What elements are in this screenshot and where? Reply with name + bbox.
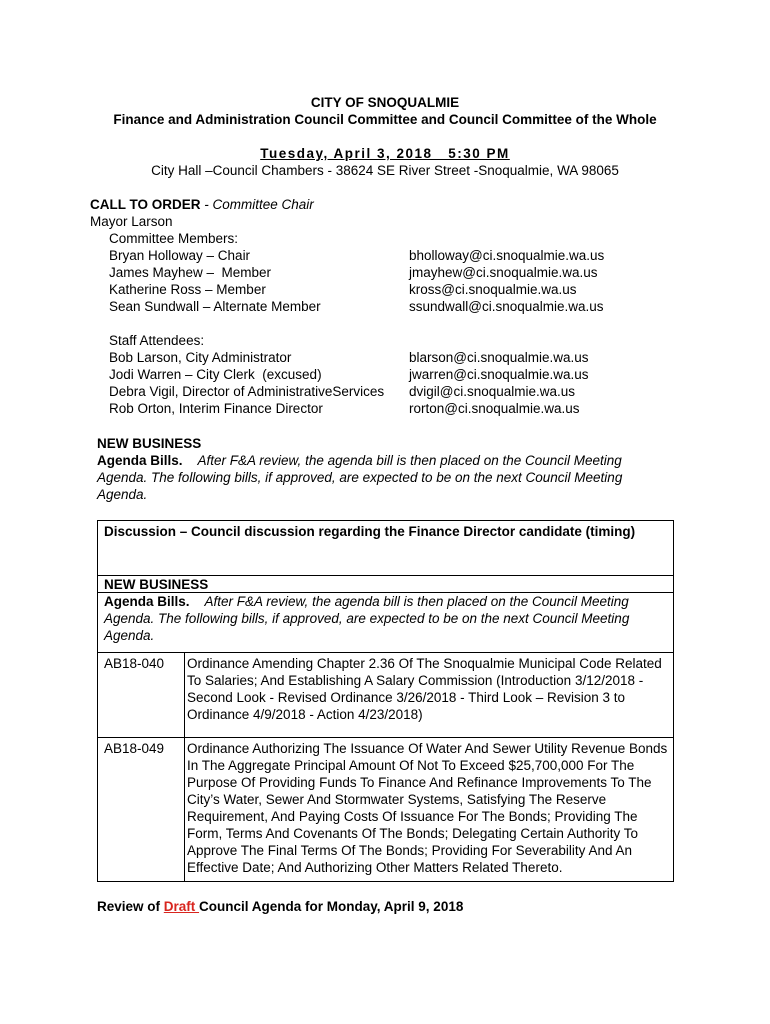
agenda-bill-id: AB18-049: [104, 741, 165, 756]
member-email: ssundwall@ci.snoqualmie.wa.us: [409, 299, 604, 314]
staff-name: Rob Orton, Interim Finance Director: [109, 401, 323, 416]
table-agenda-bills-note: [104, 593, 664, 644]
meeting-location: City Hall –Council Chambers - 38624 SE River Street -Snoqualmie, WA 98065: [151, 163, 619, 178]
meeting-date-time-text: Tuesday, April 3, 2018 5:30 PM: [260, 146, 510, 161]
agenda-bills-label: Agenda Bills.: [97, 453, 183, 468]
staff-attendees-label: Staff Attendees:: [109, 333, 205, 348]
staff-email: jwarren@ci.snoqualmie.wa.us: [409, 367, 589, 382]
call-to-order-suffix: - Committee Chair: [200, 197, 314, 212]
review-prefix: Review of: [97, 899, 164, 914]
review-draft-agenda: [97, 898, 463, 915]
agenda-bill-id: AB18-040: [104, 656, 165, 671]
member-name: Bryan Holloway – Chair: [109, 248, 251, 263]
city-title: CITY OF SNOQUALMIE: [310, 95, 460, 110]
member-name: Sean Sundwall – Alternate Member: [109, 299, 321, 314]
draft-label: Draft: [163, 899, 200, 914]
call-to-order: [90, 196, 314, 213]
review-suffix: Council Agenda for Monday, April 9, 2018: [199, 899, 464, 914]
member-email: kross@ci.snoqualmie.wa.us: [409, 282, 577, 297]
call-to-order-label: CALL TO ORDER: [90, 197, 201, 212]
table-agenda-bills-text: After F&A review, the agenda bill is then placed on the Council Meeting Agenda. The following bills, if approved, are expected to be on the next Council Meeting Agenda.: [104, 594, 630, 643]
new-business-heading: NEW BUSINESS: [97, 436, 202, 451]
agenda-bills-text: After F&A review, the agenda bill is then placed on the Council Meeting Agenda. The following bills, if approved, are expected to be on the next Council Meeting Agenda.: [97, 453, 623, 502]
discussion-item: Discussion – Council discussion regarding the Finance Director candidate (timing): [104, 524, 636, 539]
staff-email: rorton@ci.snoqualmie.wa.us: [409, 401, 580, 416]
table-column-divider: [184, 652, 185, 882]
meeting-date-time: [0, 145, 770, 162]
staff-name: Bob Larson, City Administrator: [109, 350, 292, 365]
committee-title: Finance and Administration Council Committee and Council Committee of the Whole: [113, 112, 657, 127]
agenda-bills-note: [97, 452, 657, 503]
member-email: jmayhew@ci.snoqualmie.wa.us: [409, 265, 598, 280]
staff-name: Jodi Warren – City Clerk (excused): [109, 367, 322, 382]
staff-name: Debra Vigil, Director of AdministrativeServices: [109, 384, 385, 399]
staff-email: dvigil@ci.snoqualmie.wa.us: [409, 384, 576, 399]
committee-members-label: Committee Members:: [109, 231, 239, 246]
agenda-bill-description: Ordinance Amending Chapter 2.36 Of The Snoqualmie Municipal Code Related To Salaries; And Establishing A Salary Commission (Introduction 3/12/2018 - Second Look - Revised Ordinance 3/26/2018 - Third Look – Revision 3 to Ordinance 4/9/2018 - Action 4/23/2018): [187, 656, 662, 722]
member-name: James Mayhew – Member: [109, 265, 272, 280]
member-email: bholloway@ci.snoqualmie.wa.us: [409, 248, 605, 263]
agenda-bill-description: Ordinance Authorizing The Issuance Of Water And Sewer Utility Revenue Bonds In The Aggregate Principal Amount Of Not To Exceed $25,700,000 For The Purpose Of Providing Funds To Finance And Refinance Improvements To The City’s Water, Sewer And Stormwater Systems, Satisfying The Reserve Requirement, And Paying Costs Of Issuance For The Bonds; Providing The Form, Terms And Covenants Of The Bonds; Delegating Certain Authority To Approve The Final Terms Of The Bonds; Providing For Severability And An Effective Date; And Authorizing Other Matters Related Thereto.: [187, 741, 668, 875]
table-new-business-heading: NEW BUSINESS: [104, 577, 209, 592]
staff-email: blarson@ci.snoqualmie.wa.us: [409, 350, 589, 365]
table-agenda-bills-label: Agenda Bills.: [104, 594, 190, 609]
mayor-line: Mayor Larson: [90, 214, 173, 229]
member-name: Katherine Ross – Member: [109, 282, 266, 297]
